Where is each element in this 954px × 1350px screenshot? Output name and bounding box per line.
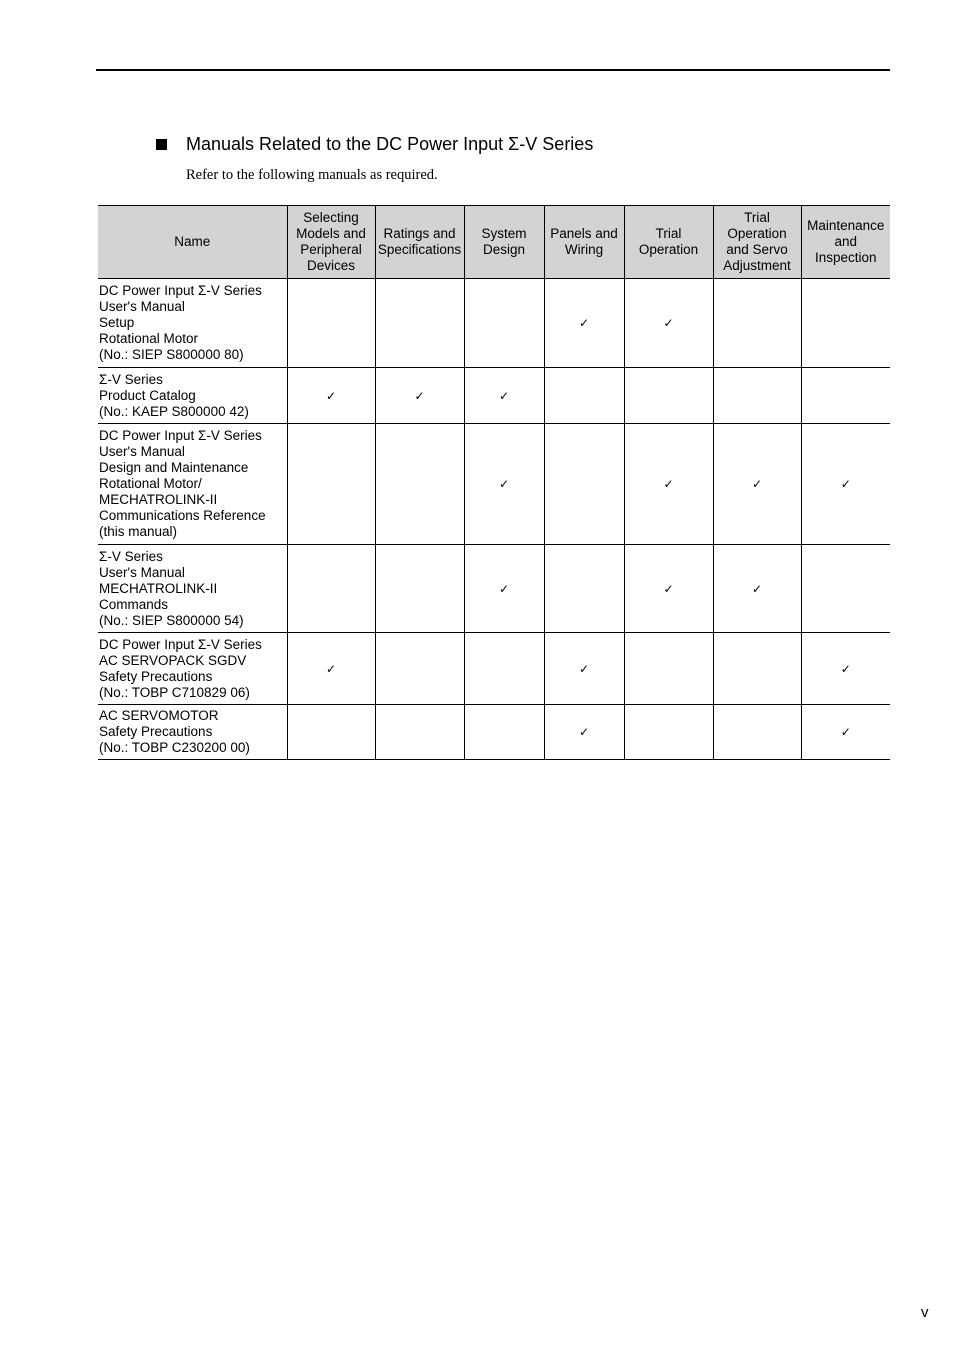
check-cell: ✓ xyxy=(801,424,890,545)
manual-name-cell: DC Power Input Σ-V Series User's Manual Setup Rotational Motor (No.: SIEP S800000 80) xyxy=(98,279,287,368)
check-cell: ✓ xyxy=(287,633,375,705)
manuals-table xyxy=(98,205,890,760)
check-cell: ✓ xyxy=(624,545,713,633)
check-cell: ✓ xyxy=(713,424,801,545)
check-cell xyxy=(713,705,801,760)
page-number: v xyxy=(921,1304,929,1321)
manual-name-cell: AC SERVOMOTOR Safety Precautions (No.: TOBP C230200 00) xyxy=(98,705,287,760)
check-cell: ✓ xyxy=(801,705,890,760)
check-cell xyxy=(287,705,375,760)
square-bullet-icon xyxy=(156,139,167,150)
check-cell xyxy=(624,368,713,424)
table-row xyxy=(98,424,890,545)
check-cell xyxy=(544,424,624,545)
check-cell xyxy=(375,705,464,760)
column-header-trial-operation: Trial Operation xyxy=(624,206,713,279)
check-cell xyxy=(464,279,544,368)
check-cell xyxy=(624,705,713,760)
check-cell xyxy=(464,705,544,760)
check-cell: ✓ xyxy=(544,279,624,368)
check-cell xyxy=(801,368,890,424)
check-cell: ✓ xyxy=(464,368,544,424)
check-cell xyxy=(713,368,801,424)
table-header-row xyxy=(98,206,890,279)
check-cell xyxy=(544,368,624,424)
column-header-panels-wiring: Panels and Wiring xyxy=(544,206,624,279)
check-cell xyxy=(375,633,464,705)
table-row xyxy=(98,368,890,424)
check-cell xyxy=(713,633,801,705)
intro-text: Refer to the following manuals as required. xyxy=(186,167,438,183)
section-heading xyxy=(156,134,593,155)
check-cell: ✓ xyxy=(544,633,624,705)
section-heading-text: Manuals Related to the DC Power Input Σ-V Series xyxy=(186,134,594,154)
check-cell: ✓ xyxy=(713,545,801,633)
check-cell: ✓ xyxy=(287,368,375,424)
check-cell: ✓ xyxy=(464,424,544,545)
check-cell xyxy=(375,545,464,633)
manual-name-cell: DC Power Input Σ-V Series User's Manual Design and Maintenance Rotational Motor/ MECHATROLINK-II Communications Reference (this manual) xyxy=(98,424,287,545)
check-cell xyxy=(375,279,464,368)
table-row xyxy=(98,545,890,633)
manual-name-cell: Σ-V Series User's Manual MECHATROLINK-II Commands (No.: SIEP S800000 54) xyxy=(98,545,287,633)
check-cell xyxy=(287,545,375,633)
column-header-ratings: Ratings and Specifications xyxy=(375,206,464,279)
check-cell: ✓ xyxy=(544,705,624,760)
manual-name-cell: DC Power Input Σ-V Series AC SERVOPACK SGDV Safety Precautions (No.: TOBP C710829 06) xyxy=(98,633,287,705)
column-header-maintenance: Maintenance and Inspection xyxy=(801,206,890,279)
column-header-servo-adjustment: Trial Operation and Servo Adjustment xyxy=(713,206,801,279)
check-cell xyxy=(713,279,801,368)
check-cell: ✓ xyxy=(375,368,464,424)
column-header-selecting-models: Selecting Models and Peripheral Devices xyxy=(287,206,375,279)
check-cell xyxy=(624,633,713,705)
top-rule xyxy=(96,69,890,71)
check-cell xyxy=(801,545,890,633)
check-cell xyxy=(801,279,890,368)
column-header-name: Name xyxy=(98,206,287,279)
check-cell: ✓ xyxy=(801,633,890,705)
check-cell xyxy=(287,424,375,545)
table-row xyxy=(98,633,890,705)
table-row xyxy=(98,705,890,760)
check-cell xyxy=(544,545,624,633)
check-cell xyxy=(287,279,375,368)
check-cell: ✓ xyxy=(464,545,544,633)
check-cell: ✓ xyxy=(624,424,713,545)
check-cell: ✓ xyxy=(624,279,713,368)
check-cell xyxy=(464,633,544,705)
check-cell xyxy=(375,424,464,545)
manual-name-cell: Σ-V Series Product Catalog (No.: KAEP S800000 42) xyxy=(98,368,287,424)
column-header-system-design: System Design xyxy=(464,206,544,279)
table-row xyxy=(98,279,890,368)
